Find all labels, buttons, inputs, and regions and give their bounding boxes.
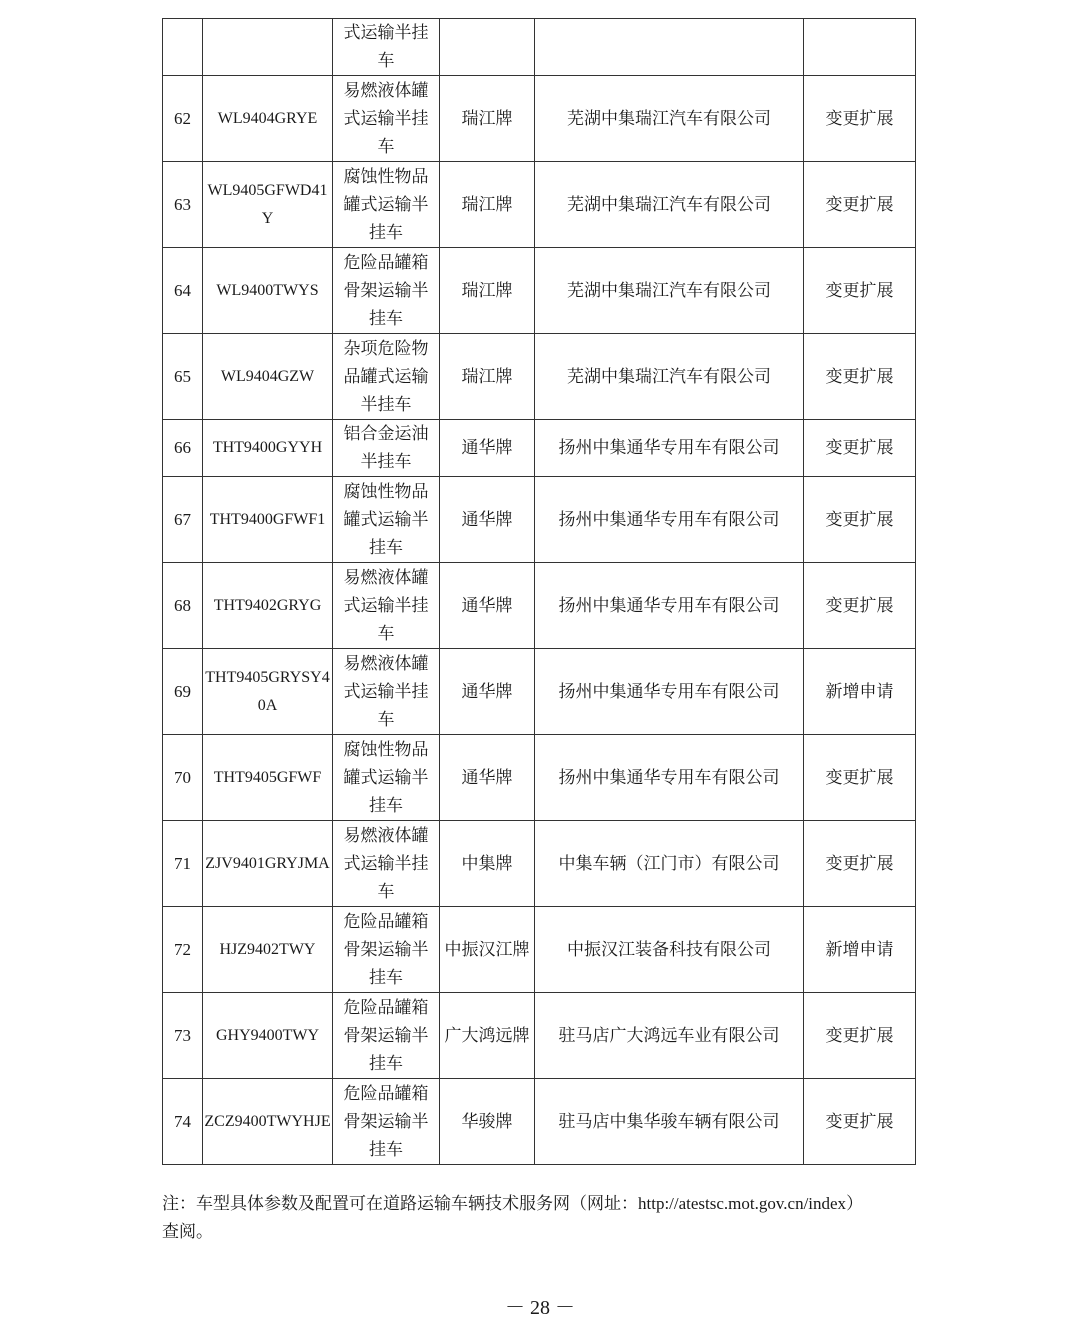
- vehicle-brand: 通华牌: [440, 735, 535, 821]
- manufacturer: 驻马店中集华骏车辆有限公司: [535, 1079, 804, 1165]
- vehicle-brand: 瑞江牌: [440, 248, 535, 334]
- vehicle-model: THT9400GYYH: [203, 420, 333, 477]
- vehicle-name: 易燃液体罐式运输半挂车: [333, 821, 440, 907]
- application-type: 新增申请: [804, 649, 916, 735]
- manufacturer: [535, 19, 804, 76]
- manufacturer: 芜湖中集瑞江汽车有限公司: [535, 248, 804, 334]
- row-number: 65: [163, 334, 203, 420]
- manufacturer: 扬州中集通华专用车有限公司: [535, 735, 804, 821]
- vehicle-model: THT9405GRYSY40A: [203, 649, 333, 735]
- vehicle-name: 危险品罐箱骨架运输半挂车: [333, 1079, 440, 1165]
- row-number: 74: [163, 1079, 203, 1165]
- table-row: [163, 563, 916, 649]
- manufacturer: 芜湖中集瑞江汽车有限公司: [535, 162, 804, 248]
- vehicle-model: THT9402GRYG: [203, 563, 333, 649]
- vehicle-name: 易燃液体罐式运输半挂车: [333, 563, 440, 649]
- vehicle-brand: 通华牌: [440, 477, 535, 563]
- vehicle-model: THT9400GFWF1: [203, 477, 333, 563]
- row-number: 72: [163, 907, 203, 993]
- application-type: 变更扩展: [804, 993, 916, 1079]
- vehicle-brand: 通华牌: [440, 420, 535, 477]
- vehicle-brand: 广大鸿远牌: [440, 993, 535, 1079]
- row-number: 71: [163, 821, 203, 907]
- table-body: [163, 19, 916, 1165]
- vehicle-name: 式运输半挂车: [333, 19, 440, 76]
- table-row: [163, 993, 916, 1079]
- row-number: 62: [163, 76, 203, 162]
- table-row: [163, 821, 916, 907]
- manufacturer: 扬州中集通华专用车有限公司: [535, 563, 804, 649]
- manufacturer: 驻马店广大鸿远车业有限公司: [535, 993, 804, 1079]
- footnote-line2: 查阅。: [162, 1222, 213, 1242]
- table-row: [163, 477, 916, 563]
- manufacturer: 中振汉江装备科技有限公司: [535, 907, 804, 993]
- table-row: [163, 420, 916, 477]
- application-type: [804, 19, 916, 76]
- vehicle-model: WL9404GZW: [203, 334, 333, 420]
- vehicle-model: THT9405GFWF: [203, 735, 333, 821]
- table-row: [163, 76, 916, 162]
- footnote-prefix: 注：车型具体参数及配置可在道路运输车辆技术服务网（网址：: [162, 1194, 638, 1214]
- vehicle-name: 腐蚀性物品罐式运输半挂车: [333, 735, 440, 821]
- vehicle-name: 危险品罐箱骨架运输半挂车: [333, 248, 440, 334]
- table-row: [163, 162, 916, 248]
- vehicle-brand: 瑞江牌: [440, 76, 535, 162]
- application-type: 变更扩展: [804, 334, 916, 420]
- application-type: 变更扩展: [804, 563, 916, 649]
- vehicle-model: ZJV9401GRYJMA: [203, 821, 333, 907]
- row-number: 73: [163, 993, 203, 1079]
- vehicle-model: WL9404GRYE: [203, 76, 333, 162]
- vehicle-brand: 瑞江牌: [440, 334, 535, 420]
- application-type: 变更扩展: [804, 821, 916, 907]
- vehicle-brand: 瑞江牌: [440, 162, 535, 248]
- row-number: 66: [163, 420, 203, 477]
- application-type: 变更扩展: [804, 735, 916, 821]
- page-number: － 28 －: [505, 1297, 575, 1319]
- application-type: 新增申请: [804, 907, 916, 993]
- row-number: 69: [163, 649, 203, 735]
- table-row: [163, 248, 916, 334]
- vehicle-brand: 中集牌: [440, 821, 535, 907]
- vehicle-brand: 通华牌: [440, 563, 535, 649]
- manufacturer: 芜湖中集瑞江汽车有限公司: [535, 334, 804, 420]
- vehicle-brand: 华骏牌: [440, 1079, 535, 1165]
- table-row: [163, 735, 916, 821]
- footnote: [162, 1190, 922, 1246]
- table-row: [163, 649, 916, 735]
- application-type: 变更扩展: [804, 420, 916, 477]
- row-number: [163, 19, 203, 76]
- manufacturer: 扬州中集通华专用车有限公司: [535, 420, 804, 477]
- manufacturer: 芜湖中集瑞江汽车有限公司: [535, 76, 804, 162]
- vehicle-name: 腐蚀性物品罐式运输半挂车: [333, 477, 440, 563]
- vehicle-brand: 通华牌: [440, 649, 535, 735]
- application-type: 变更扩展: [804, 162, 916, 248]
- vehicle-list-table: [162, 18, 916, 1165]
- vehicle-model: HJZ9402TWY: [203, 907, 333, 993]
- vehicle-name: 易燃液体罐式运输半挂车: [333, 649, 440, 735]
- vehicle-brand: [440, 19, 535, 76]
- vehicle-name: 危险品罐箱骨架运输半挂车: [333, 907, 440, 993]
- row-number: 67: [163, 477, 203, 563]
- vehicle-name: 杂项危险物品罐式运输半挂车: [333, 334, 440, 420]
- row-number: 63: [163, 162, 203, 248]
- table-row: [163, 19, 916, 76]
- vehicle-brand: 中振汉江牌: [440, 907, 535, 993]
- manufacturer: 扬州中集通华专用车有限公司: [535, 477, 804, 563]
- vehicle-model: [203, 19, 333, 76]
- row-number: 70: [163, 735, 203, 821]
- table-row: [163, 334, 916, 420]
- application-type: 变更扩展: [804, 76, 916, 162]
- vehicle-name: 危险品罐箱骨架运输半挂车: [333, 993, 440, 1079]
- footnote-suffix: ）: [846, 1194, 864, 1214]
- vehicle-name: 铝合金运油半挂车: [333, 420, 440, 477]
- vehicle-model: ZCZ9400TWYHJE: [203, 1079, 333, 1165]
- vehicle-name: 易燃液体罐式运输半挂车: [333, 76, 440, 162]
- vehicle-name: 腐蚀性物品罐式运输半挂车: [333, 162, 440, 248]
- application-type: 变更扩展: [804, 477, 916, 563]
- table-row: [163, 1079, 916, 1165]
- manufacturer: 中集车辆（江门市）有限公司: [535, 821, 804, 907]
- application-type: 变更扩展: [804, 1079, 916, 1165]
- row-number: 64: [163, 248, 203, 334]
- vehicle-model: GHY9400TWY: [203, 993, 333, 1079]
- row-number: 68: [163, 563, 203, 649]
- table-row: [163, 907, 916, 993]
- application-type: 变更扩展: [804, 248, 916, 334]
- vehicle-model: WL9400TWYS: [203, 248, 333, 334]
- service-website-url: http://atestsc.mot.gov.cn/index: [638, 1194, 847, 1213]
- manufacturer: 扬州中集通华专用车有限公司: [535, 649, 804, 735]
- vehicle-model: WL9405GFWD41Y: [203, 162, 333, 248]
